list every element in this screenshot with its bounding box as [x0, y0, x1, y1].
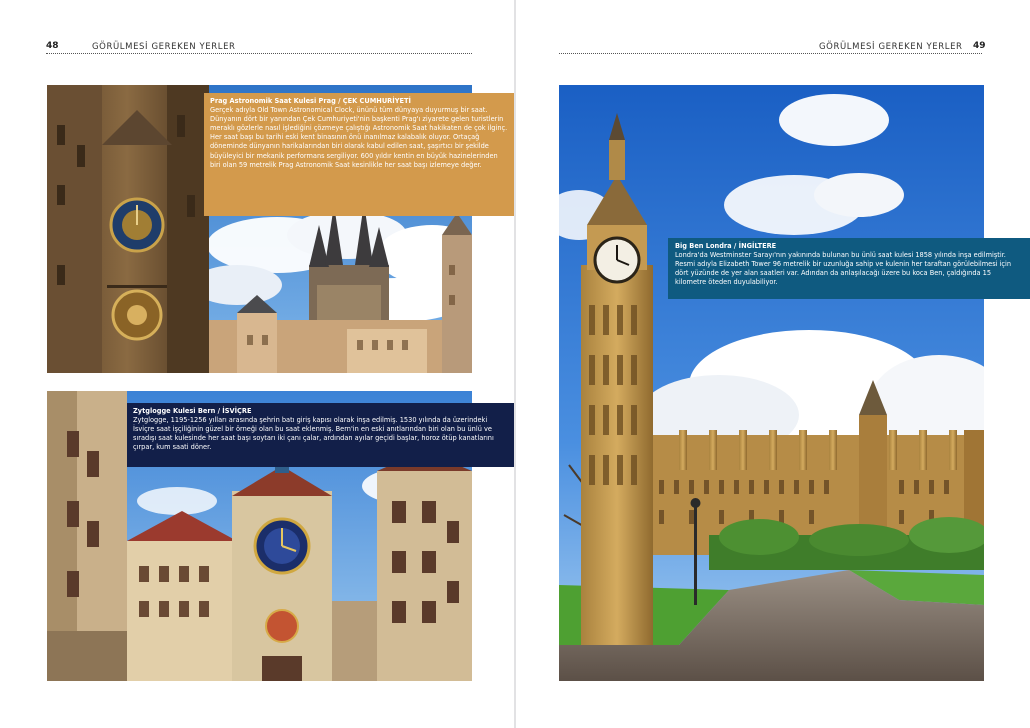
page-number-right: 49: [973, 41, 986, 51]
header-rule-right: [559, 53, 982, 54]
section-title-left: GÖRÜLMESİ GEREKEN YERLER: [92, 42, 236, 52]
big-ben-caption-body: Londra'da Westminster Sarayı'nın yakınında bulunan bu ünlü saat kulesi 1858 yılında inşa edilmiştir. Resmi adıyla Elizabeth Tower 96 metrelik bir uzunluğa sahip ve kulenin her taraftan görülebilmesi için dört yüzünde de yer alan saatleri var. Adından da anlaşılacağı üzere bu koca Ben, çaldığında 15 kilometre öteden duyulabiliyor.: [675, 251, 1012, 287]
prague-caption-box: [204, 93, 515, 216]
prague-caption-title: Prag Astronomik Saat Kulesi Prag / ÇEK CUMHURİYETİ: [210, 97, 411, 105]
bern-caption-box: [127, 403, 515, 467]
bern-caption-body: Zytglogge, 1195-1256 yılları arasında şehrin batı giriş kapısı olarak inşa edilmiş. 1530 yılında da üzerindeki İsviçre saat işçiliğinin güzel bir örneği olan bu saat eklenmiş. Bern'in en eski anıtlarından biri olan bu ünlü ve sıradışı saat kulesinde her saat başı soytarı iki çanı çalar, ardından ayılar geçidi başlar, horoz ötüp kanatlarını çırpar, kum saati döner.: [133, 416, 494, 452]
big-ben-caption-title: Big Ben Londra / İNGİLTERE: [675, 242, 777, 250]
bern-caption-title: Zytglogge Kulesi Bern / İSVİÇRE: [133, 407, 252, 415]
section-title-right: GÖRÜLMESİ GEREKEN YERLER: [819, 42, 963, 52]
prague-caption-body: Gerçek adıyla Old Town Astronomical Clock, ününü tüm dünyaya duyurmuş bir saat. Dünyanın dört bir yanından Çek Cumhuriyeti'nin başkenti Prag'ı ziyarete gelen turistlerin meraklı gözlerle nasıl işlediğini çözmeye çalıştığı Astronomik Saat hakikaten de çok ilginç. Her saat başı bu tarihi eski kent binasının önü inanılmaz kalabalık oluyor. Ortaçağ döneminde dünyanın harikalarından biri olarak kabul edilen saat, şaşırtıcı bir şekilde büyüleyici bir mekanik performans sergiliyor. 600 yıldır kentin en büyük hazinelerinden biri olan 59 metrelik Prag Astronomik Saat kesinlikle her saat başı izlemeye değer.: [210, 106, 508, 169]
big-ben-caption-box: [668, 238, 1030, 299]
header-rule-left: [46, 53, 472, 54]
left-page: [0, 0, 514, 728]
big-ben-photo: [559, 85, 984, 681]
page-number-left: 48: [46, 41, 59, 51]
right-page: [516, 0, 1030, 728]
